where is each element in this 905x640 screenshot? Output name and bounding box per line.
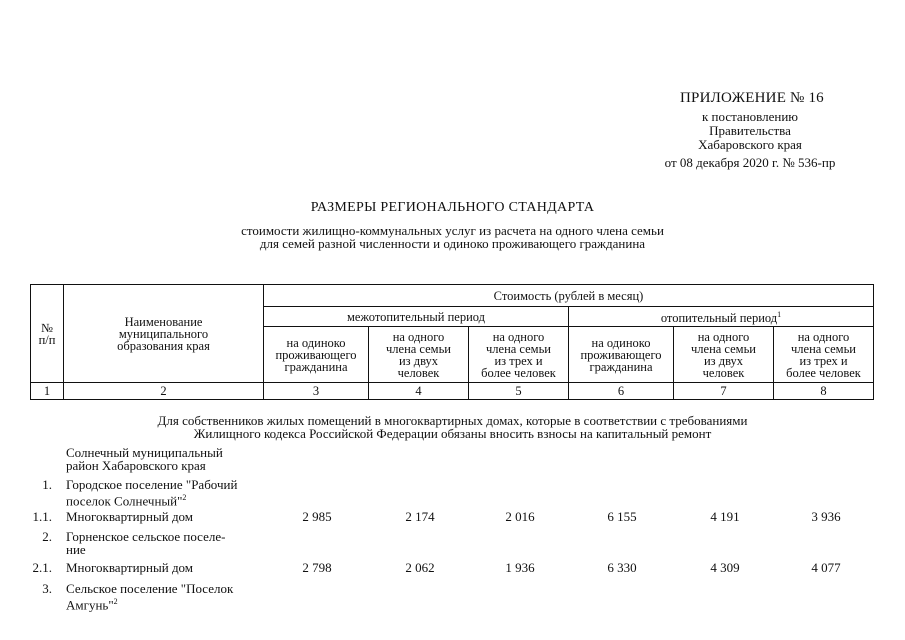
document-subtitle-line-2: для семей разной численности и одиноко проживающего гражданина — [259, 236, 646, 251]
value-cell: 6 155 — [607, 509, 637, 524]
row-name: Многоквартирный дом — [66, 560, 194, 575]
column-number: 8 — [774, 383, 874, 400]
header-single-person-2: на одиноко проживающего гражданина — [569, 327, 674, 383]
row-number: 2.1. — [32, 560, 52, 575]
document-subtitle — [0, 224, 905, 250]
header-two-persons-2: на одного члена семьи из двух человек — [674, 327, 774, 383]
row-name: Многоквартирный дом — [66, 509, 194, 524]
value-cell: 2 062 — [405, 560, 435, 575]
document-title: РАЗМЕРЫ РЕГИОНАЛЬНОГО СТАНДАРТА — [310, 200, 595, 215]
row-name-cell — [66, 478, 266, 507]
row-number: 1. — [42, 477, 52, 492]
annex-title: ПРИЛОЖЕНИЕ № 16 — [680, 90, 824, 106]
row-name: Городское поселение "Рабочий поселок Солнечный" — [66, 477, 238, 509]
standards-table-header — [30, 284, 874, 400]
row-number: 2. — [42, 529, 52, 544]
value-cell: 3 936 — [811, 509, 841, 524]
value-cell: 1 936 — [505, 560, 535, 575]
header-three-persons-2: на одного члена семьи из трех и более человек — [774, 327, 874, 383]
value-cell: 2 985 — [302, 509, 332, 524]
column-number: 4 — [369, 383, 469, 400]
annex-line-1: к постановлению — [701, 109, 799, 124]
value-cell: 4 309 — [710, 560, 740, 575]
section-heading-line-2: Жилищного кодекса Российской Федерации обязаны вносить взносы на капитальный ремонт — [193, 426, 712, 441]
header-single-person-1: на одиноко проживающего гражданина — [264, 327, 369, 383]
header-two-persons-1: на одного члена семьи из двух человек — [369, 327, 469, 383]
row-number: 3. — [42, 581, 52, 596]
header-col-number: № п/п — [31, 285, 64, 383]
column-number: 6 — [569, 383, 674, 400]
column-number: 3 — [264, 383, 369, 400]
header-col-name: Наименование муниципального образования края — [64, 285, 264, 383]
annex-line-2: Правительства — [709, 123, 791, 138]
value-cell: 2 174 — [405, 509, 435, 524]
header-period-heating-label: отопительный период — [660, 311, 778, 326]
value-cell: 2 016 — [505, 509, 535, 524]
value-cell: 6 330 — [607, 560, 637, 575]
footnote-marker: 1 — [777, 309, 782, 319]
value-cell: 2 798 — [302, 560, 332, 575]
row-name: Сельское поселение "Поселок Амгунь" — [66, 581, 234, 613]
row-name-cell — [66, 582, 266, 611]
header-three-persons-1: на одного члена семьи из трех и более человек — [469, 327, 569, 383]
footnote-marker: 2 — [113, 597, 118, 606]
header-cost: Стоимость (рублей в месяц) — [264, 285, 874, 307]
footnote-marker: 2 — [182, 493, 187, 502]
row-name: Горненское сельское поселе- ние — [66, 529, 226, 557]
value-cell: 4 191 — [710, 509, 740, 524]
row-name: Солнечный муниципальный район Хабаровского края — [66, 445, 223, 473]
column-number: 2 — [64, 383, 264, 400]
header-period-heating — [569, 307, 874, 327]
annex-subtitle — [560, 110, 905, 152]
section-heading-line-1: Для собственников жилых помещений в многоквартирных домах, которые в соответствии с требованиями — [157, 413, 748, 428]
header-period-non-heating: межотопительный период — [264, 307, 569, 327]
row-number: 1.1. — [32, 509, 52, 524]
annex-date: от 08 декабря 2020 г. № 536-пр — [664, 155, 836, 170]
column-number: 1 — [31, 383, 64, 400]
document-subtitle-line-1: стоимости жилищно-коммунальных услуг из расчета на одного члена семьи — [241, 223, 664, 238]
column-number: 7 — [674, 383, 774, 400]
column-number: 5 — [469, 383, 569, 400]
column-number-row — [31, 383, 874, 400]
annex-line-3: Хабаровского края — [698, 137, 802, 152]
section-heading — [0, 414, 905, 440]
value-cell: 4 077 — [811, 560, 841, 575]
